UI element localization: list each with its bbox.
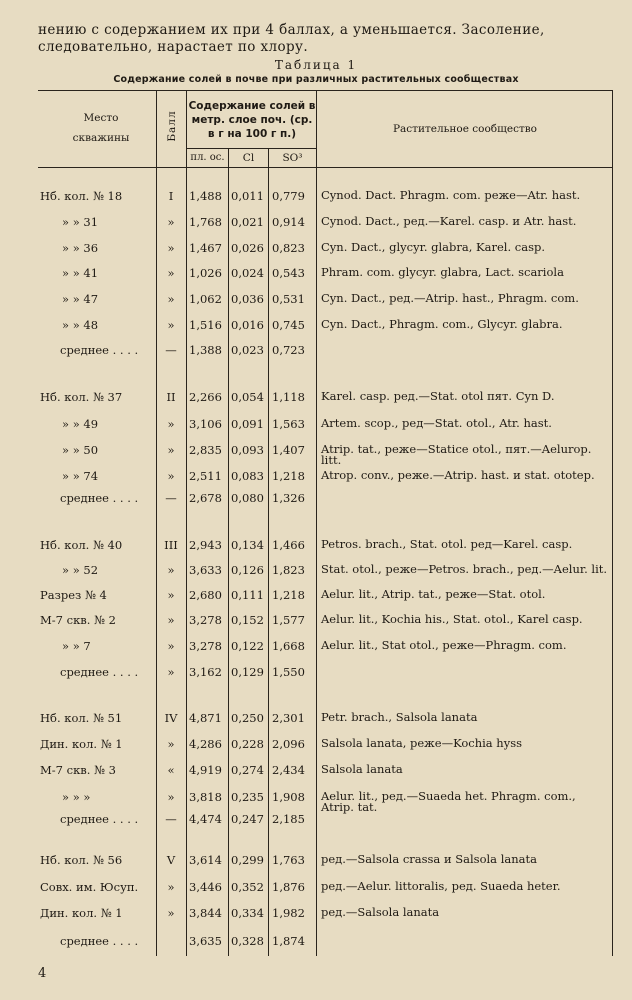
- row-dry-residue: 3,844: [189, 906, 222, 920]
- row-cl: 0,080: [231, 491, 264, 505]
- row-score: »: [167, 790, 175, 804]
- row-dry-residue: 1,516: [189, 318, 222, 332]
- row-so3: 1,763: [272, 853, 305, 867]
- row-cl: 0,122: [231, 639, 264, 653]
- row-dry-residue: 1,488: [189, 189, 222, 203]
- row-cl: 0,024: [231, 266, 264, 280]
- row-score: «: [167, 763, 175, 777]
- row-community: Salsola lanata: [321, 762, 403, 776]
- row-so3: 1,407: [272, 443, 305, 457]
- row-score: —: [165, 812, 177, 826]
- row-community: Petros. brach., Stat. otol. ред—Karel. casp.: [321, 537, 573, 551]
- row-community: Aelur. lit., Stat otol., реже—Phragm. com.: [321, 638, 567, 652]
- col-divider: [228, 148, 229, 956]
- row-so3: 2,096: [272, 737, 305, 751]
- row-place: » » 47: [62, 292, 99, 306]
- row-cl: 0,129: [231, 665, 264, 679]
- row-dry-residue: 3,635: [189, 934, 222, 948]
- row-cl: 0,021: [231, 215, 264, 229]
- row-place: среднее . . . .: [60, 812, 139, 826]
- row-score: »: [167, 639, 175, 653]
- row-dry-residue: 2,678: [189, 491, 222, 505]
- row-dry-residue: 3,162: [189, 665, 222, 679]
- row-dry-residue: 1,388: [189, 343, 222, 357]
- row-community: Cyn. Dact., ред.—Atrip. hast., Phragm. com.: [321, 291, 579, 305]
- row-score: »: [167, 906, 175, 920]
- row-so3: 1,668: [272, 639, 305, 653]
- row-so3: 0,745: [272, 318, 305, 332]
- row-dry-residue: 3,446: [189, 880, 222, 894]
- header-salts: Содержание солей в метр. слое поч. (ср. в г на 100 г п.): [188, 100, 316, 140]
- header-place: Место скважины: [72, 112, 130, 144]
- row-community: Cyn. Dact., glycyr. glabra, Karel. casp.: [321, 240, 546, 254]
- row-score: »: [167, 266, 175, 280]
- col-divider: [316, 90, 317, 956]
- row-so3: 1,982: [272, 906, 305, 920]
- row-place: М-7 скв. № 2: [40, 613, 116, 627]
- row-dry-residue: 4,871: [189, 711, 222, 725]
- row-place: Дин. кол. № 1: [40, 906, 123, 920]
- row-score: II: [166, 390, 176, 404]
- row-so3: 2,434: [272, 763, 305, 777]
- row-community: Cyn. Dact., Phragm. com., Glycyr. glabra.: [321, 317, 563, 331]
- row-so3: 1,118: [272, 390, 305, 404]
- row-place: среднее . . . .: [60, 491, 139, 505]
- row-place: » » 41: [62, 266, 99, 280]
- row-cl: 0,016: [231, 318, 264, 332]
- row-community: Atrop. conv., реже.—Atrip. hast. и stat. ototep.: [321, 468, 595, 482]
- row-community: Phram. com. glycyr. glabra, Lact. scariola: [321, 265, 564, 279]
- header-community: Растительное сообщество: [392, 123, 538, 135]
- row-dry-residue: 4,919: [189, 763, 222, 777]
- row-score: »: [167, 443, 175, 457]
- row-place: Нб. кол. № 56: [40, 853, 123, 867]
- row-cl: 0,299: [231, 853, 264, 867]
- row-dry-residue: 1,062: [189, 292, 222, 306]
- row-dry-residue: 2,943: [189, 538, 222, 552]
- row-so3: 1,218: [272, 588, 305, 602]
- row-place: среднее . . . .: [60, 343, 139, 357]
- row-score: »: [167, 737, 175, 751]
- row-cl: 0,228: [231, 737, 264, 751]
- col-divider: [268, 148, 269, 956]
- row-score: »: [167, 318, 175, 332]
- row-dry-residue: 3,278: [189, 639, 222, 653]
- row-cl: 0,023: [231, 343, 264, 357]
- row-community: Aelur. lit., Atrip. tat., реже—Stat. otol.: [321, 587, 546, 601]
- row-community: ред.—Salsola crassa и Salsola lanata: [321, 852, 537, 866]
- row-so3: 1,550: [272, 665, 305, 679]
- row-dry-residue: 3,614: [189, 853, 222, 867]
- row-cl: 0,235: [231, 790, 264, 804]
- row-place: М-7 скв. № 3: [40, 763, 116, 777]
- row-community: Stat. otol., реже—Petros. brach., ред.—Aelur. lit.: [321, 562, 608, 576]
- row-cl: 0,111: [231, 588, 264, 602]
- row-score: »: [167, 563, 175, 577]
- row-score: III: [164, 538, 178, 552]
- row-place: » » 74: [62, 469, 99, 483]
- row-community: ред.—Salsola lanata: [321, 905, 440, 919]
- row-score: »: [167, 215, 175, 229]
- row-so3: 1,876: [272, 880, 305, 894]
- row-place: » » 52: [62, 563, 99, 577]
- row-dry-residue: 2,835: [189, 443, 222, 457]
- row-so3: 2,185: [272, 812, 305, 826]
- row-so3: 1,908: [272, 790, 305, 804]
- row-place: » » 7: [62, 639, 91, 653]
- row-so3: 0,823: [272, 241, 305, 255]
- row-place: » » 48: [62, 318, 99, 332]
- row-place: Нб. кол. № 18: [40, 189, 123, 203]
- row-so3: 1,326: [272, 491, 305, 505]
- row-cl: 0,247: [231, 812, 264, 826]
- row-so3: 1,466: [272, 538, 305, 552]
- row-place: Нб. кол. № 51: [40, 711, 123, 725]
- row-cl: 0,352: [231, 880, 264, 894]
- row-community: Atrip. tat., реже—Statice otol., пят.—Aelurop. litt.: [321, 442, 592, 467]
- subheader-line: [186, 148, 316, 149]
- row-dry-residue: 3,278: [189, 613, 222, 627]
- row-dry-residue: 1,467: [189, 241, 222, 255]
- row-place: Нб. кол. № 37: [40, 390, 123, 404]
- row-score: —: [165, 491, 177, 505]
- table-right-border: [612, 90, 613, 956]
- row-cl: 0,091: [231, 417, 264, 431]
- table-number: Таблица 1: [274, 58, 358, 72]
- row-cl: 0,126: [231, 563, 264, 577]
- header-so3: SO³: [282, 152, 303, 164]
- col-divider: [186, 90, 187, 956]
- row-score: »: [167, 665, 175, 679]
- row-community: Artem. scop., ред—Stat. otol., Atr. hast.: [321, 416, 552, 430]
- row-score: »: [167, 241, 175, 255]
- row-cl: 0,011: [231, 189, 264, 203]
- row-score: —: [165, 343, 177, 357]
- row-dry-residue: 2,511: [189, 469, 222, 483]
- row-place: Разрез № 4: [40, 588, 107, 602]
- row-so3: 2,301: [272, 711, 305, 725]
- row-community: Petr. brach., Salsola lanata: [321, 710, 478, 724]
- row-so3: 1,577: [272, 613, 305, 627]
- row-so3: 1,823: [272, 563, 305, 577]
- row-cl: 0,274: [231, 763, 264, 777]
- row-dry-residue: 3,633: [189, 563, 222, 577]
- row-place: Дин. кол. № 1: [40, 737, 123, 751]
- row-dry-residue: 4,474: [189, 812, 222, 826]
- row-cl: 0,083: [231, 469, 264, 483]
- header-bottom-border: [38, 167, 613, 168]
- table-title: Содержание солей в почве при различных растительных сообществах: [113, 74, 519, 85]
- row-dry-residue: 2,680: [189, 588, 222, 602]
- row-cl: 0,250: [231, 711, 264, 725]
- row-community: Salsola lanata, реже—Kochia hyss: [321, 736, 523, 750]
- row-cl: 0,334: [231, 906, 264, 920]
- header-cl: Cl: [242, 152, 255, 164]
- page-number: 4: [38, 966, 47, 981]
- row-community: Karel. casp. ред.—Stat. otol пят. Cyn D.: [321, 389, 555, 403]
- row-cl: 0,152: [231, 613, 264, 627]
- row-so3: 1,563: [272, 417, 305, 431]
- row-cl: 0,036: [231, 292, 264, 306]
- row-cl: 0,026: [231, 241, 264, 255]
- row-score: »: [167, 292, 175, 306]
- row-score: »: [167, 469, 175, 483]
- row-score: »: [167, 880, 175, 894]
- row-place: » » »: [62, 790, 91, 804]
- row-community: ред.—Aelur. littoralis, ред. Suaeda heter.: [321, 879, 561, 893]
- header-dry-residue: пл. ос.: [190, 152, 225, 163]
- row-cl: 0,093: [231, 443, 264, 457]
- row-so3: 0,543: [272, 266, 305, 280]
- row-dry-residue: 2,266: [189, 390, 222, 404]
- row-place: » » 31: [62, 215, 99, 229]
- row-cl: 0,328: [231, 934, 264, 948]
- intro-text: нению с содержанием их при 4 баллах, а уменьшается. Засоление, следовательно, нарастает по хлору.: [38, 22, 545, 55]
- row-cl: 0,054: [231, 390, 264, 404]
- row-dry-residue: 1,768: [189, 215, 222, 229]
- row-so3: 0,914: [272, 215, 305, 229]
- row-so3: 0,779: [272, 189, 305, 203]
- row-place: Нб. кол. № 40: [40, 538, 123, 552]
- row-score: V: [166, 853, 176, 867]
- row-place: » » 49: [62, 417, 99, 431]
- row-so3: 0,723: [272, 343, 305, 357]
- row-place: » » 50: [62, 443, 99, 457]
- row-community: Aelur. lit., ред.—Suaeda het. Phragm. com., Atrip. tat.: [321, 789, 576, 814]
- row-cl: 0,134: [231, 538, 264, 552]
- row-place: среднее . . . .: [60, 934, 139, 948]
- row-community: Cynod. Dact., ред.—Karel. casp. и Atr. hast.: [321, 214, 577, 228]
- row-score: I: [168, 189, 174, 203]
- row-community: Cynod. Dact. Phragm. com. реже—Atr. hast.: [321, 188, 581, 202]
- table-top-border: [38, 90, 613, 91]
- row-so3: 1,874: [272, 934, 305, 948]
- row-score: IV: [164, 711, 178, 725]
- row-score: »: [167, 588, 175, 602]
- row-dry-residue: 1,026: [189, 266, 222, 280]
- row-place: Совх. им. Юсуп.: [40, 880, 139, 894]
- row-community: Aelur. lit., Kochia his., Stat. otol., Karel casp.: [321, 612, 583, 626]
- row-score: »: [167, 417, 175, 431]
- row-so3: 0,531: [272, 292, 305, 306]
- header-score: Балл: [166, 110, 178, 142]
- row-place: » » 36: [62, 241, 99, 255]
- row-dry-residue: 3,106: [189, 417, 222, 431]
- row-so3: 1,218: [272, 469, 305, 483]
- row-place: среднее . . . .: [60, 665, 139, 679]
- row-dry-residue: 3,818: [189, 790, 222, 804]
- row-score: »: [167, 613, 175, 627]
- row-dry-residue: 4,286: [189, 737, 222, 751]
